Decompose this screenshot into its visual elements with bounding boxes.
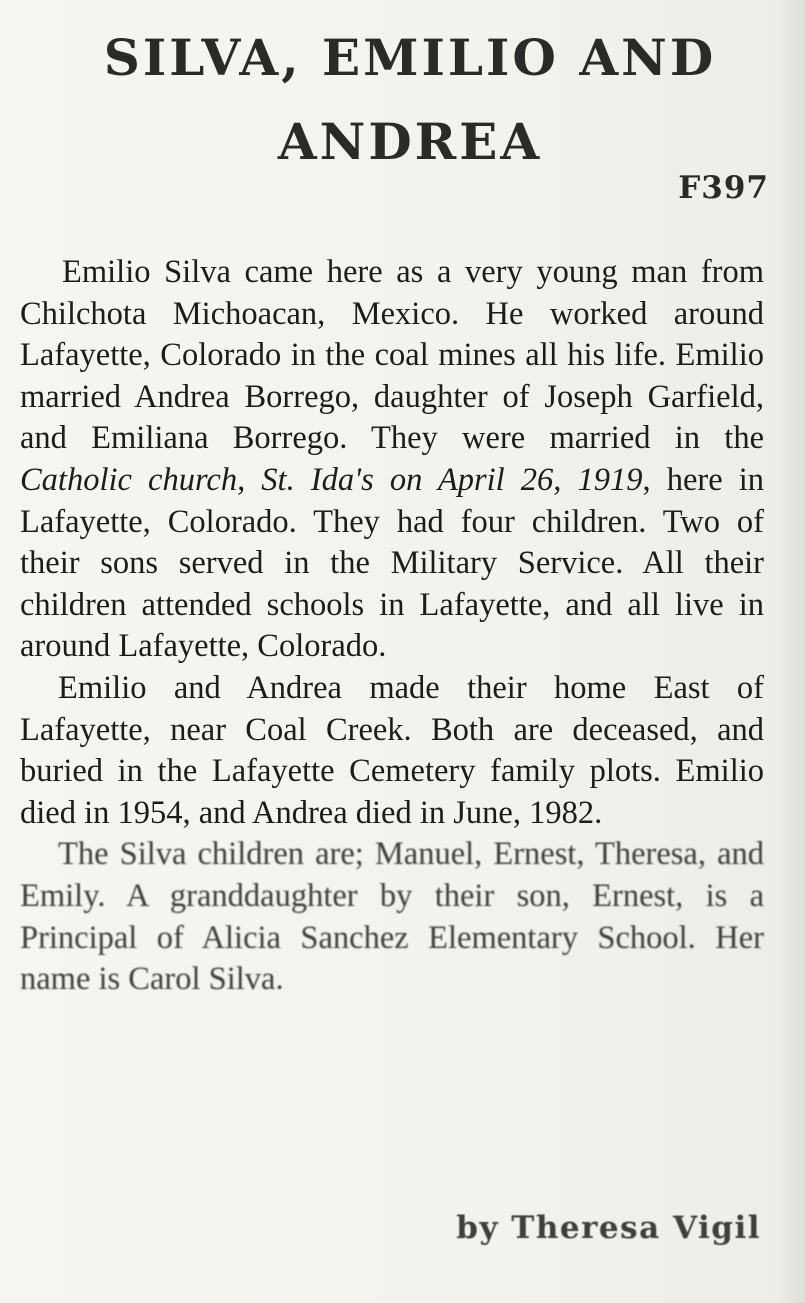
paragraph-3: The Silva children are; Manuel, Ernest, Theresa, and Emily. A granddaughter by their son, Ernest, is a Principal of Alicia Sanchez Elementary School. Her name is Carol Silva. bbox=[20, 836, 764, 998]
paragraph-2: Emilio and Andrea made their home East of Lafayette, near Coal Creek. Both are deceased, and buried in the Lafayette Cemetery family plots. Emilio died in 1954, and Andrea died in June, 1982. bbox=[20, 669, 764, 831]
paragraph-1-text-b: , here in Lafayette, Colorado. They had four children. Two of their sons served in the Military Service. All their children attended schools in Lafayette, and all live in around Lafayette, Colorado. bbox=[20, 461, 765, 665]
article-title-line-2: ANDREA bbox=[277, 112, 543, 171]
entry-code: F397 bbox=[678, 170, 769, 206]
paragraph-1 bbox=[20, 252, 764, 668]
author-byline: by Theresa Vigil bbox=[456, 1210, 761, 1246]
paragraph-1-text-a: Emilio Silva came here as a very young man from Chilchota Michoacan, Mexico. He worked around Lafayette, Colorado in the coal mines all his life. Emilio married Andrea Borrego, daughter of Joseph Garfield, and Emiliana Borrego. They were married in the bbox=[20, 254, 764, 457]
article-title-line-1: SILVA, EMILIO AND bbox=[103, 28, 717, 87]
article-body bbox=[20, 252, 764, 1001]
paragraph-1-italic-text: Catholic church, St. Ida's on April 26, 1919 bbox=[20, 461, 643, 498]
